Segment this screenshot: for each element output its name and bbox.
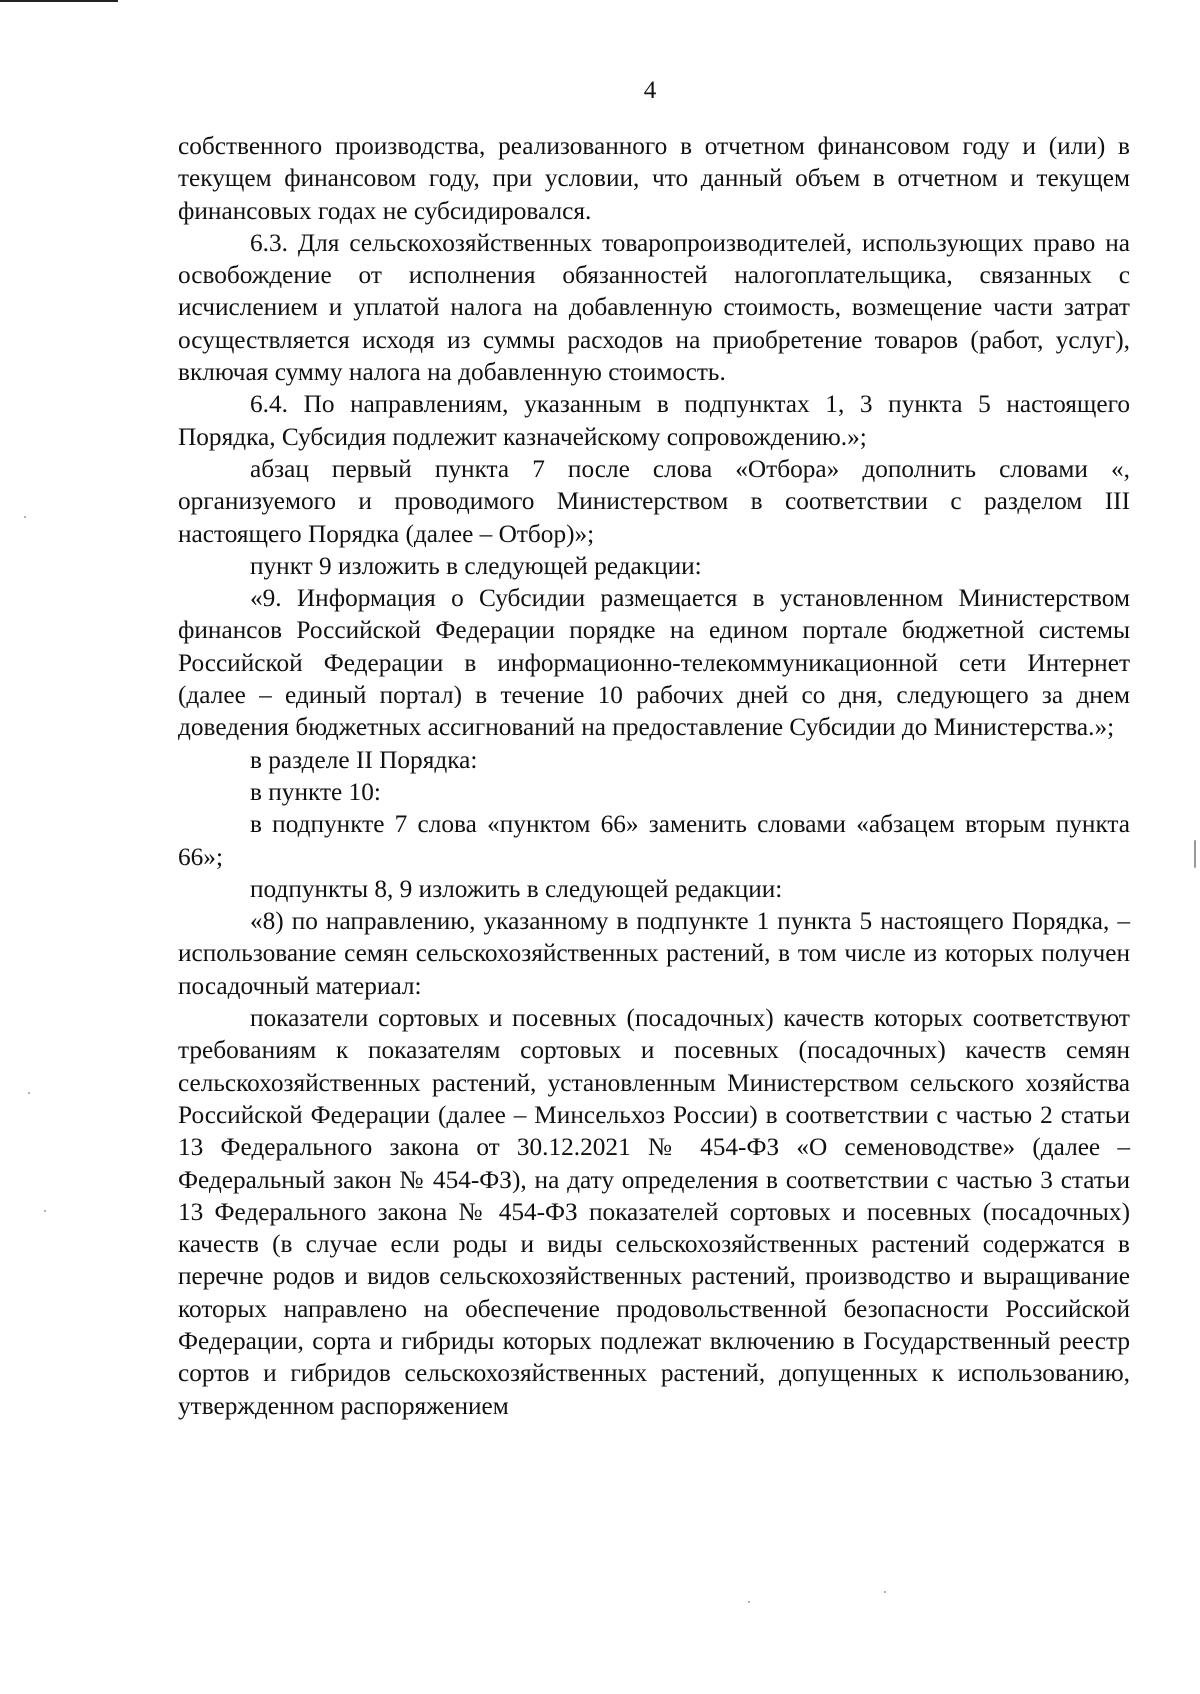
scan-speck [24,516,26,518]
scan-speck [44,1210,46,1212]
paragraph-6-3: 6.3. Для сельскохозяйственных товаропроизводителей, использующих право на освобождение от исполнения обязанностей налогоплательщика, связанных с исчислением и уплатой налога на добавленную стоимость, возмещение части затрат осуществляется исходя из суммы расходов на приобретение товаров (работ, услуг), включая сумму налога на добавленную стоимость. [178,228,1130,387]
scan-speck [28,1092,30,1094]
paragraph-continuation: собственного производства, реализованного в отчетном финансовом году и (или) в текущем финансовом году, при условии, что данный объем в отчетном и текущем финансовых годах не субсидировался. [178,132,1130,225]
paragraph-subitems-8-9-intro: подпункты 8, 9 изложить в следующей редакции: [250,874,783,903]
page-number: 4 [643,77,657,104]
scan-speck [1194,840,1196,868]
paragraph-subitem-8: «8) по направлению, указанному в подпункте 1 пункта 5 настоящего Порядка, – использование семян сельскохозяйственных растений, в том числе из которых получен посадочный материал: [178,907,1130,1000]
paragraph-6-4: 6.4. По направлениям, указанным в подпунктах 1, 3 пункта 5 настоящего Порядка, Субсидия подлежит казначейскому сопровождению.»; [178,390,1130,451]
paragraph-section-2: в разделе II Порядка: [250,745,478,774]
paragraph-item-9-intro: пункт 9 изложить в следующей редакции: [250,551,702,580]
paragraph-item-10: в пункте 10: [250,777,381,806]
paragraph-seed-quality: показатели сортовых и посевных (посадочных) качеств которых соответствуют требованиям к показателям сортовых и посевных (посадочных) качеств семян сельскохозяйственных растений, установленным Министерством сельского хозяйства Российской Федерации (далее – Минсельхоз России) в соответствии с частью 2 статьи 13 Федерального закона от 30.12.2021 № 454-ФЗ «О семеноводстве» (далее – Федеральный закон № 454-ФЗ), на дату определения в соответствии с частью 3 статьи 13 Федерального закона № 454-ФЗ показателей сортовых и посевных (посадочных) качеств (в случае если роды и виды сельскохозяйственных растений содержатся в перечне родов и видов сельскохозяйственных растений, производство и выращивание которых направлено на обеспечение продовольственной безопасности Российской Федерации, сорта и гибриды которых подлежат включению в Государственный реестр сортов и гибридов сельскохозяйственных растений, допущенных к использованию, утвержденном распоряжением [178,1004,1130,1420]
paragraph-subitem-7: в подпункте 7 слова «пунктом 66» заменить словами «абзацем вторым пункта 66»; [178,810,1130,871]
scan-edge-mark [0,0,118,2]
paragraph-item-7-amendment: абзац первый пункта 7 после слова «Отбора» дополнить словами «, организуемого и проводимого Министерством в соответствии с разделом III настоящего Порядка (далее – Отбор)»; [178,454,1130,548]
scan-speck [748,1601,750,1603]
scan-speck [884,1591,886,1593]
document-body [178,130,1130,1422]
paragraph-item-9-text: «9. Информация о Субсидии размещается в установленном Министерством финансов Российской Федерации порядке на едином портале бюджетной системы Российской Федерации в информационно-телекоммуникационной сети Интернет (далее – единый портал) в течение 10 рабочих дней со дня, следующего за днем доведения бюджетных ассигнований на предоставление Субсидии до Министерства.»; [178,584,1130,742]
